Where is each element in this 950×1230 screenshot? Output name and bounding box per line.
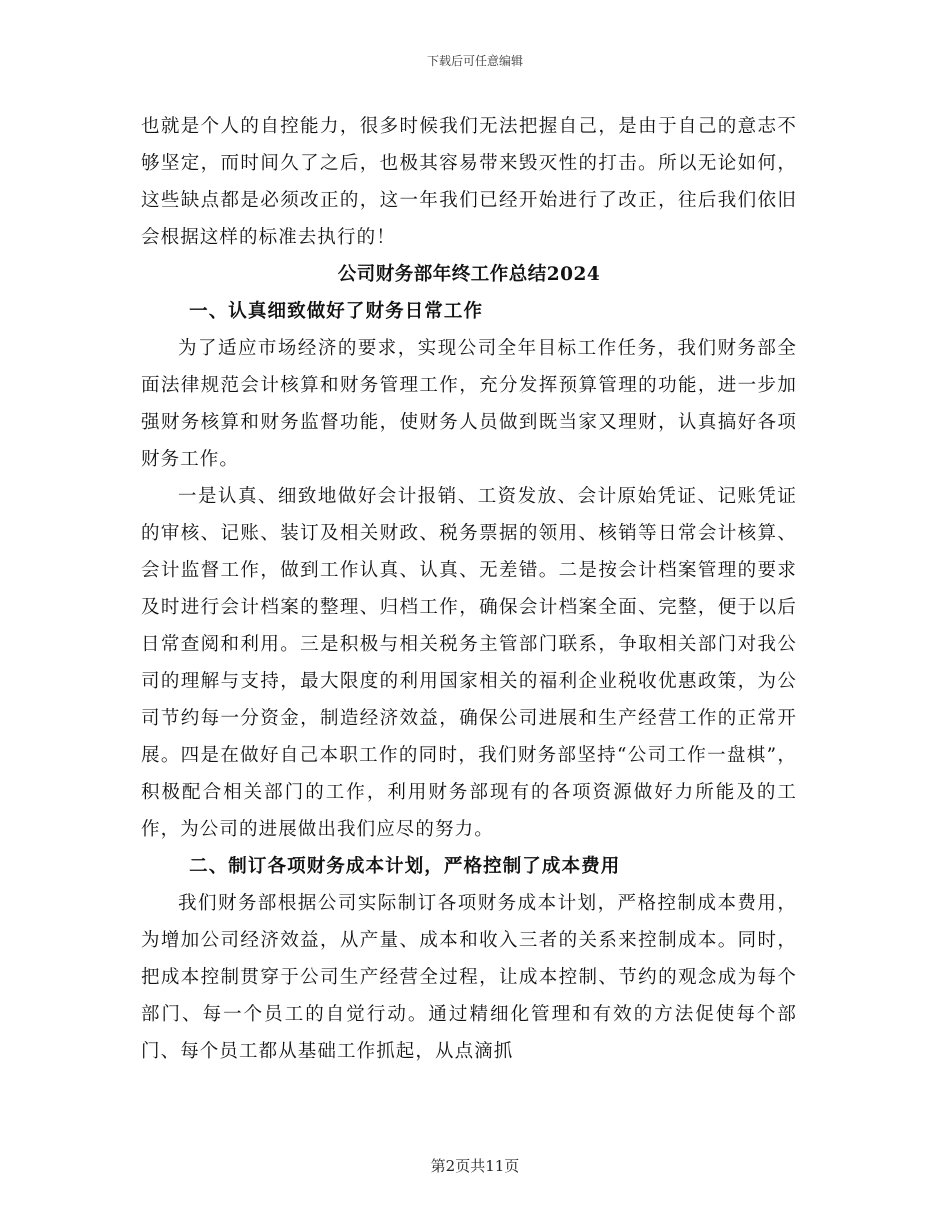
section-2-heading: 二、制订各项财务成本计划，严格控制了成本费用 <box>189 856 621 877</box>
page-header: 下载后可任意编辑 <box>426 54 523 68</box>
section-1-heading: 一、认真细致做好了财务日常工作 <box>189 301 484 322</box>
page-footer: 第2页共11页 <box>430 1157 520 1175</box>
section-1-paragraph-1: 为了适应市场经济的要求，实现公司全年目标工作任务，我们财务部全面法律规范会计核算和财务管理工作，充分发挥预算管理的功能，进一步加强财务核算和财务监督功能，使财务人员做到既当家又理财，认真搞好各项财务工作。 <box>141 338 797 470</box>
document-title: 公司财务部年终工作总结2024 <box>337 264 601 285</box>
document-body <box>141 108 797 1070</box>
section-1-paragraph-2: 一是认真、细致地做好会计报销、工资发放、会计原始凭证、记账凭证的审核、记账、装订及相关财政、税务票据的领用、核销等日常会计核算、会计监督工作，做到工作认真、认真、无差错。二是按会计档案管理的要求及时进行会计档案的整理、归档工作，确保会计档案全面、完整，便于以后日常查阅和利用。三是积极与相关税务主管部门联系，争取相关部门对我公司的理解与支持，最大限度的利用国家相关的福利企业税收优惠政策，为公司节约每一分资金，制造经济效益，确保公司进展和生产经营工作的正常开展。四是在做好自己本职工作的同时，我们财务部坚持“公司工作一盘棋”，积极配合相关部门的工作，利用财务部现有的各项资源做好力所能及的工作，为公司的进展做出我们应尽的努力。 <box>141 486 797 840</box>
section-2-paragraph-1: 我们财务部根据公司实际制订各项财务成本计划，严格控制成本费用，为增加公司经济效益，从产量、成本和收入三者的关系来控制成本。同时，把成本控制贯穿于公司生产经营全过程，让成本控制、节约的观念成为每个部门、每一个员工的自觉行动。通过精细化管理和有效的方法促使每个部门、每个员工都从基础工作抓起，从点滴抓 <box>141 893 797 1062</box>
intro-paragraph: 也就是个人的自控能力，很多时候我们无法把握自己，是由于自己的意志不够坚定，而时间久了之后，也极其容易带来毁灭性的打击。所以无论如何，这些缺点都是必须改正的，这一年我们已经开始进行了改正，往后我们依旧会根据这样的标准去执行的！ <box>141 116 797 248</box>
